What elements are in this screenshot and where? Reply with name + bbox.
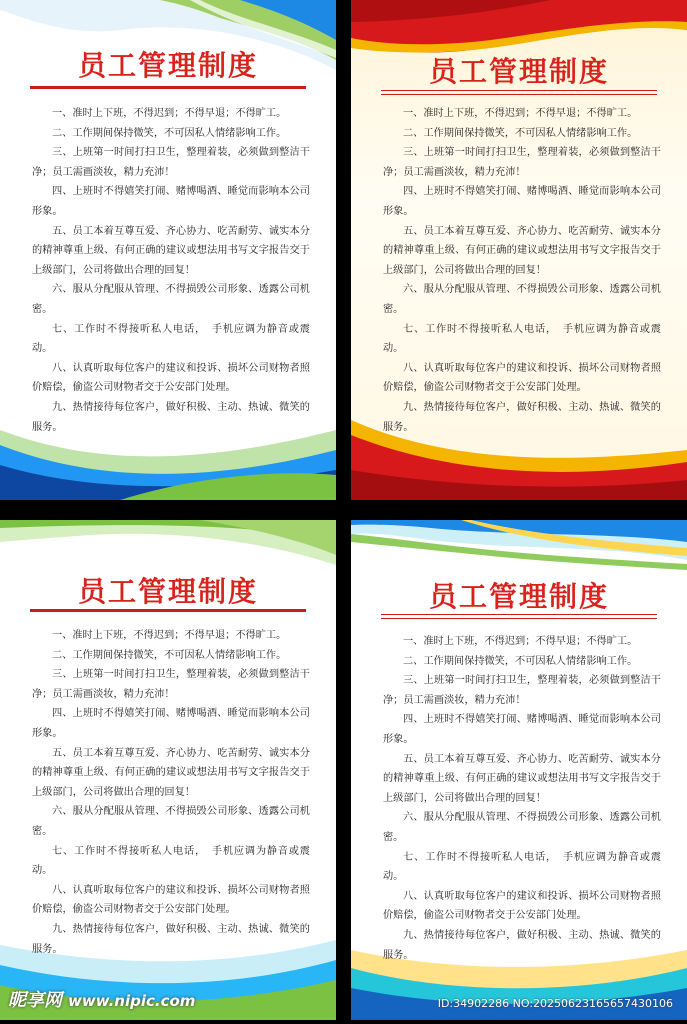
rule-item: 四、上班时不得嬉笑打闹、赌博喝酒、睡觉而影响本公司形象。 xyxy=(383,714,661,745)
rule-item: 七、工作时不得接听私人电话， 手机应调为静音或震动。 xyxy=(383,851,661,883)
poster-title: 员工管理制度 xyxy=(428,55,609,88)
rule-item: 九、热情接待每位客户，做好积极、主动、热诚、微笑的服务。 xyxy=(383,401,661,433)
rule-item: 五、员工本着互尊互爱、齐心协力、吃苦耐劳、诚实本分的精神尊重上级、有何正确的建议或想法用书写文字报告交于上级部门，公司将做出合理的回复！ xyxy=(32,225,310,276)
rule-item: 二、工作期间保持微笑，不可因私人情绪影响工作。 xyxy=(52,649,287,661)
rule-item: 九、热情接待每位客户，做好积极、主动、热诚、微笑的服务。 xyxy=(32,401,310,433)
rule-item: 一、准时上下班，不得迟到；不得早退；不得旷工。 xyxy=(403,636,638,647)
rules-list xyxy=(32,104,310,437)
title-underline xyxy=(30,609,306,612)
rule-item: 八、认真听取每位客户的建议和投诉、损坏公司财物者照价赔偿，偷盗公司财物者交于公安部门处理。 xyxy=(383,362,661,394)
rule-item: 三、上班第一时间打扫卫生，整理着装，必须做到整洁干净；员工需画淡妆，精力充沛！ xyxy=(383,147,661,178)
rule-item: 五、员工本着互尊互爱、齐心协力、吃苦耐劳、诚实本分的精神尊重上级、有何正确的建议或想法用书写文字报告交于上级部门，公司将做出合理的回复！ xyxy=(32,747,310,798)
title-underline-second xyxy=(381,618,657,619)
rule-item: 六、服从分配服从管理、不得损毁公司形象、透露公司机密。 xyxy=(32,284,310,315)
watermark-id: ID:34902286 NO:20250623165657430106 xyxy=(437,997,673,1010)
title-underline xyxy=(30,86,306,89)
title-underline xyxy=(381,90,657,91)
rule-item: 七、工作时不得接听私人电话， 手机应调为静音或震动。 xyxy=(383,323,661,355)
rule-item: 七、工作时不得接听私人电话， 手机应调为静音或震动。 xyxy=(32,323,310,355)
poster-blue-green xyxy=(0,0,336,500)
rule-item: 八、认真听取每位客户的建议和投诉、损坏公司财物者照价赔偿，偷盗公司财物者交于公安部门处理。 xyxy=(383,890,661,922)
watermark-logo xyxy=(8,986,195,1012)
rule-item: 六、服从分配服从管理、不得损毁公司形象、透露公司机密。 xyxy=(383,812,661,843)
rule-item: 三、上班第一时间打扫卫生，整理着装，必须做到整洁干净；员工需画淡妆，精力充沛！ xyxy=(32,147,310,178)
rule-item: 八、认真听取每位客户的建议和投诉、损坏公司财物者照价赔偿，偷盗公司财物者交于公安部门处理。 xyxy=(32,884,310,916)
rule-item: 五、员工本着互尊互爱、齐心协力、吃苦耐劳、诚实本分的精神尊重上级、有何正确的建议或想法用书写文字报告交于上级部门，公司将做出合理的回复！ xyxy=(383,225,661,276)
rule-item: 三、上班第一时间打扫卫生，整理着装，必须做到整洁干净；员工需画淡妆，精力充沛！ xyxy=(383,675,661,706)
rule-item: 六、服从分配服从管理、不得损毁公司形象、透露公司机密。 xyxy=(383,284,661,315)
poster-teal xyxy=(351,520,687,1020)
rule-item: 二、工作期间保持微笑，不可因私人情绪影响工作。 xyxy=(403,655,638,667)
rules-list xyxy=(32,626,310,959)
title-underline-second xyxy=(381,94,657,95)
rule-item: 一、准时上下班，不得迟到；不得早退；不得旷工。 xyxy=(52,630,287,641)
rule-item: 四、上班时不得嬉笑打闹、赌博喝酒、睡觉而影响本公司形象。 xyxy=(32,186,310,217)
rule-item: 四、上班时不得嬉笑打闹、赌博喝酒、睡觉而影响本公司形象。 xyxy=(383,186,661,217)
rules-list xyxy=(383,632,661,965)
rule-item: 一、准时上下班，不得迟到；不得早退；不得旷工。 xyxy=(403,108,638,119)
title-underline xyxy=(381,614,657,615)
poster-red-gold xyxy=(351,0,687,500)
rule-item: 三、上班第一时间打扫卫生，整理着装，必须做到整洁干净；员工需画淡妆，精力充沛！ xyxy=(32,669,310,700)
rule-item: 七、工作时不得接听私人电话， 手机应调为静音或震动。 xyxy=(32,845,310,877)
watermark-url: www.nipic.com xyxy=(68,992,196,1010)
rule-item: 九、热情接待每位客户，做好积极、主动、热诚、微笑的服务。 xyxy=(32,923,310,955)
rule-item: 八、认真听取每位客户的建议和投诉、损坏公司财物者照价赔偿，偷盗公司财物者交于公安部门处理。 xyxy=(32,362,310,394)
rule-item: 二、工作期间保持微笑，不可因私人情绪影响工作。 xyxy=(403,127,638,139)
rule-item: 二、工作期间保持微笑，不可因私人情绪影响工作。 xyxy=(52,127,287,139)
rule-item: 五、员工本着互尊互爱、齐心协力、吃苦耐劳、诚实本分的精神尊重上级、有何正确的建议或想法用书写文字报告交于上级部门，公司将做出合理的回复！ xyxy=(383,753,661,804)
poster-title: 员工管理制度 xyxy=(77,575,258,608)
watermark-logo-text: 昵享网 xyxy=(8,990,62,1011)
poster-title: 员工管理制度 xyxy=(428,580,609,613)
rule-item: 四、上班时不得嬉笑打闹、赌博喝酒、睡觉而影响本公司形象。 xyxy=(32,708,310,739)
rule-item: 六、服从分配服从管理、不得损毁公司形象、透露公司机密。 xyxy=(32,806,310,837)
rule-item: 九、热情接待每位客户，做好积极、主动、热诚、微笑的服务。 xyxy=(383,929,661,961)
poster-green xyxy=(0,520,336,1020)
poster-title: 员工管理制度 xyxy=(77,49,258,82)
rule-item: 一、准时上下班，不得迟到；不得早退；不得旷工。 xyxy=(52,108,287,119)
rules-list xyxy=(383,104,661,437)
